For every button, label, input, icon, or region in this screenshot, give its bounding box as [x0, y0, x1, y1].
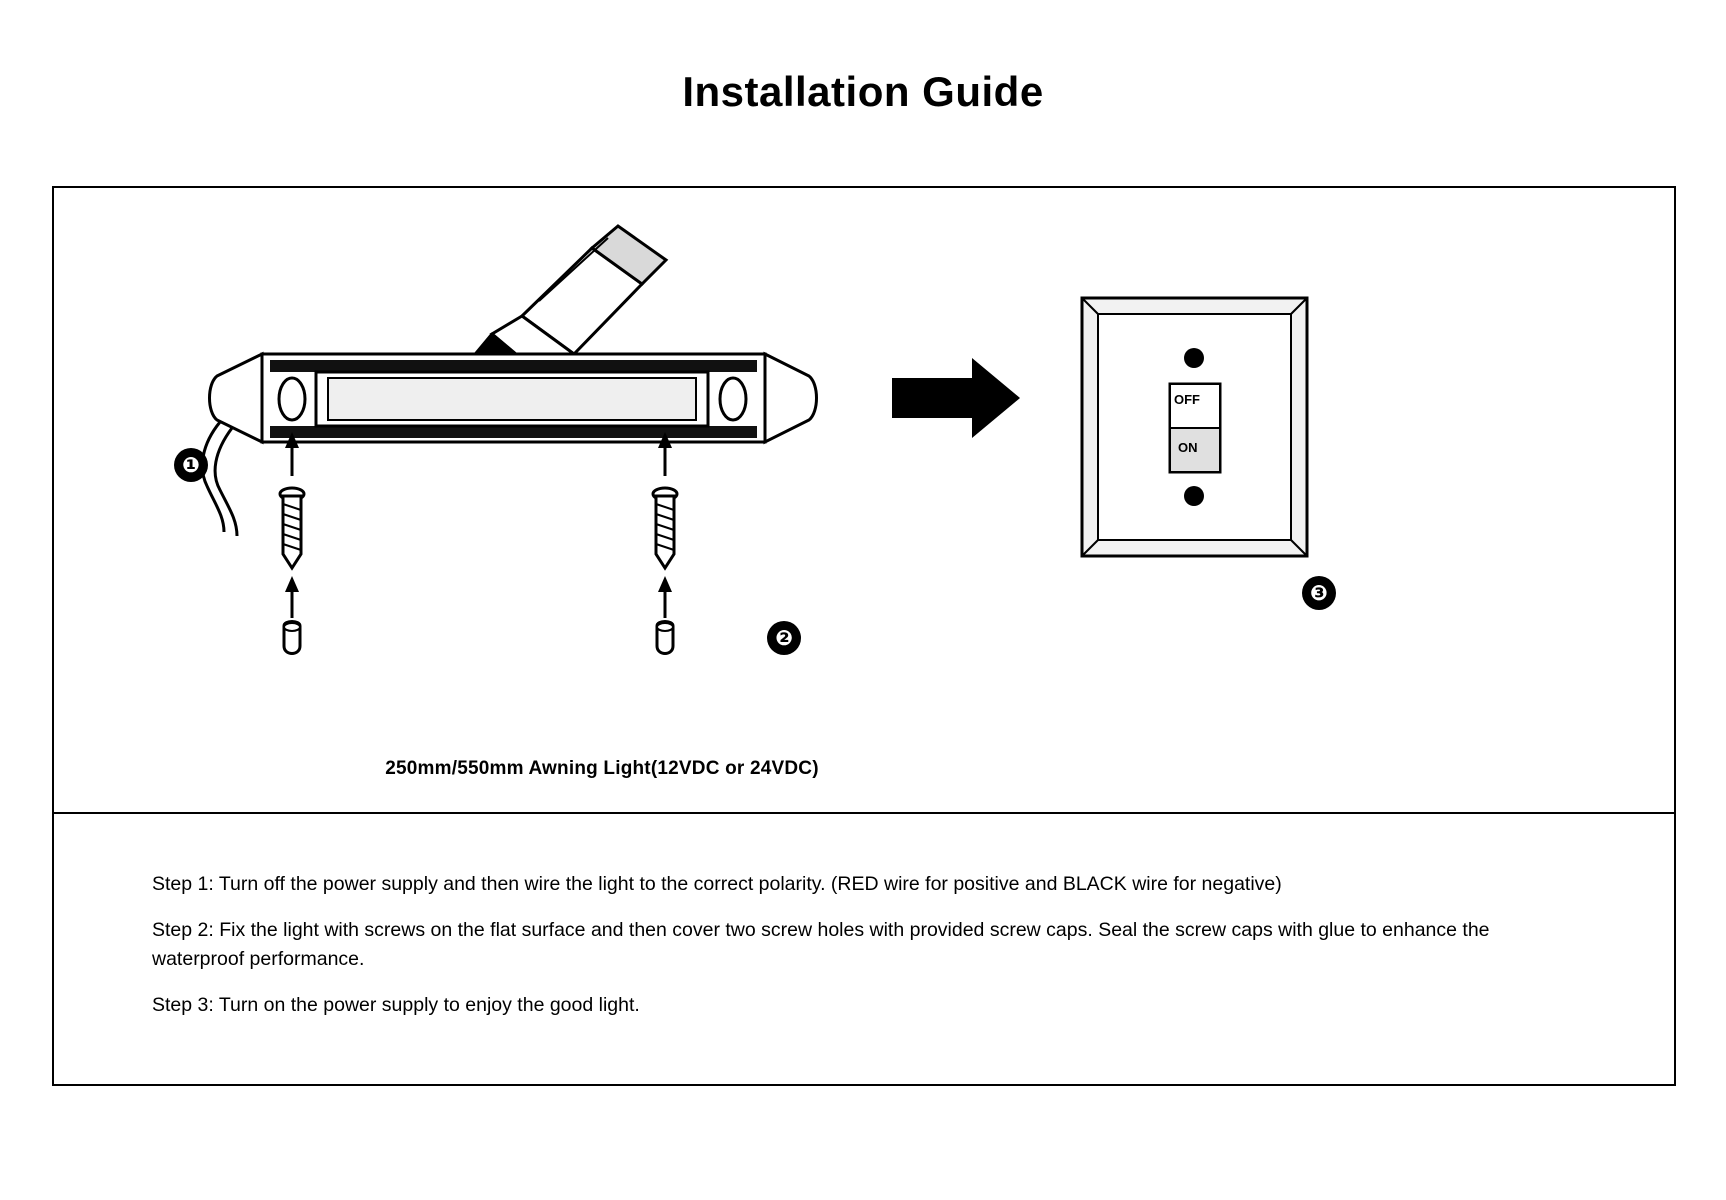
- wall-switch-icon: [1082, 298, 1307, 556]
- awning-light-icon: [210, 354, 817, 442]
- diagram-area: [52, 186, 1676, 812]
- screw-cap-icon-left: [284, 576, 300, 654]
- step-2-text: Step 2: Fix the light with screws on the flat surface and then cover two screw holes with provided screw caps. Seal the screw caps with glue to enhance the waterproof performance.: [152, 919, 1490, 970]
- arrow-right-icon: [892, 358, 1020, 438]
- step-badge-3: ❸: [1302, 576, 1336, 610]
- screw-icon-left: [280, 432, 304, 568]
- step-1-text: Step 1: Turn off the power supply and then wire the light to the correct polarity. (RED wire for positive and BLACK wire for negative): [152, 873, 1282, 895]
- steps-list: [152, 870, 1572, 1037]
- diagram-illustration: [52, 186, 1676, 812]
- power-wires-icon: [202, 422, 237, 536]
- step-badge-1: ❶: [174, 448, 208, 482]
- step-badge-2: ❷: [767, 621, 801, 655]
- page-title: Installation Guide: [682, 68, 1044, 115]
- product-caption: 250mm/550mm Awning Light(12VDC or 24VDC): [385, 758, 819, 779]
- switch-on-label: ON: [1178, 440, 1198, 455]
- section-divider: [52, 812, 1676, 814]
- switch-off-label: OFF: [1174, 392, 1200, 407]
- step-3-text: Step 3: Turn on the power supply to enjoy the good light.: [152, 993, 640, 1016]
- screw-cap-icon-right: [657, 576, 673, 654]
- screw-icon-right: [653, 432, 677, 568]
